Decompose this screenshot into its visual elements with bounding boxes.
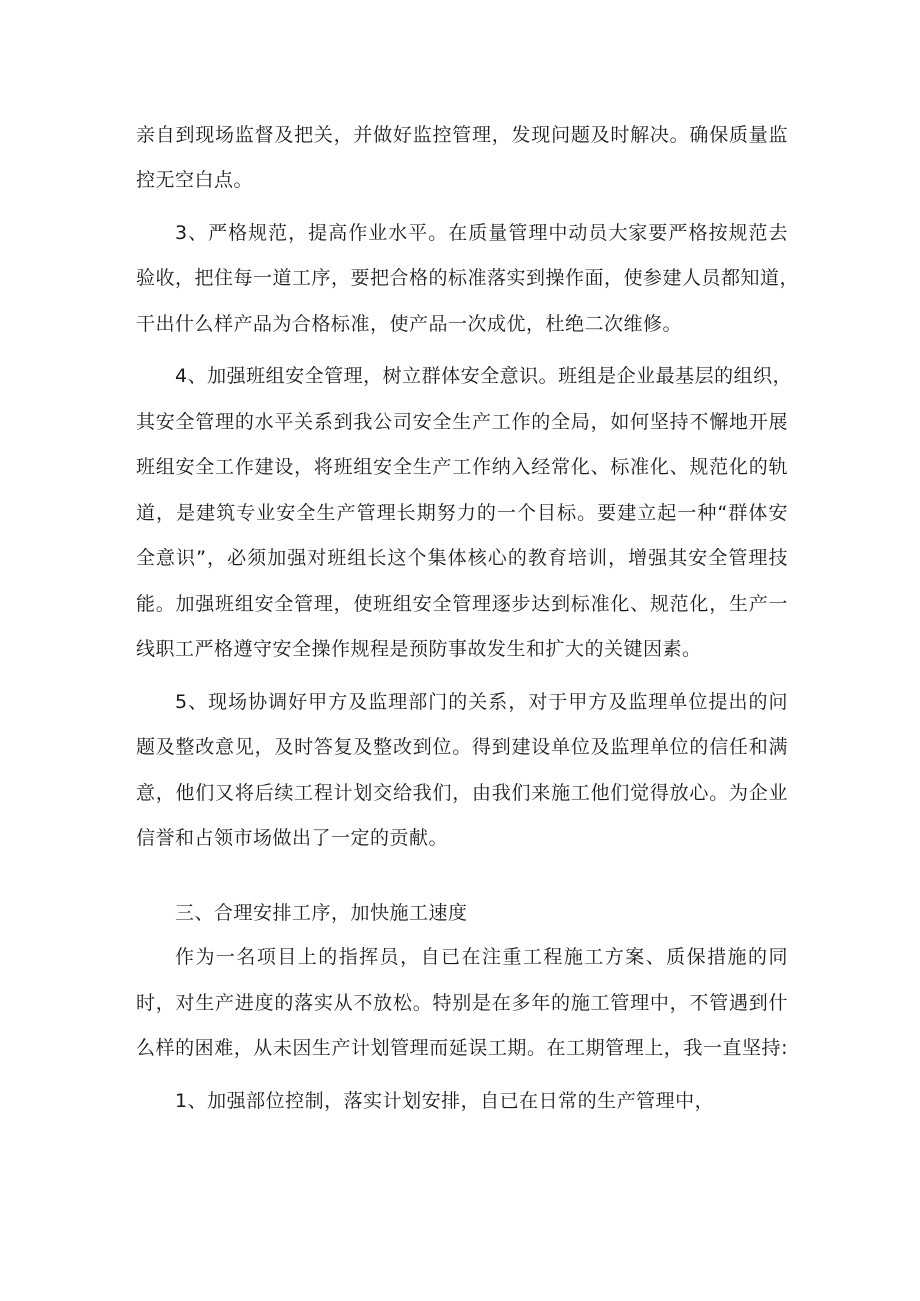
text-line: 控无空白点。 <box>136 169 254 191</box>
text-line: 线职工严格遵守安全操作规程是预防事故发生和扩大的关键因素。 <box>136 638 702 660</box>
text-line: 3、严格规范，提高作业水平。在质量管理中动员大家要严格按规范去 <box>175 222 788 244</box>
text-line: 4、加强班组安全管理，树立群体安全意识。班组是企业最基层的组织， <box>175 365 793 387</box>
text-line: 作为一名项目上的指挥员，自已在注重工程施工方案、质保措施的同 <box>175 946 788 968</box>
text-line: 能。加强班组安全管理，使班组安全管理逐步达到标准化、规范化，生产一 <box>136 593 788 615</box>
text-line: 信誉和占领市场做出了一定的贡献。 <box>136 827 449 849</box>
section-heading: 三、合理安排工序，加快施工速度 <box>175 902 468 924</box>
text-line: 题及整改意见，及时答复及整改到位。得到建设单位及监理单位的信任和满 <box>136 736 788 758</box>
text-line: 验收，把住每一道工序，要把合格的标准落实到操作面，使参建人员都知道， <box>136 267 800 289</box>
text-line: 干出什么样产品为合格标准，使产品一次成优，杜绝二次维修。 <box>136 313 683 335</box>
text-line: 意，他们又将后续工程计划交给我们，由我们来施工他们觉得放心。为企业 <box>136 782 788 804</box>
text-line: 么样的困难，从未因生产计划管理而延误工期。在工期管理上，我一直坚持: <box>136 1037 788 1059</box>
text-line: 其安全管理的水平关系到我公司安全生产工作的全局，如何坚持不懈地开展 <box>136 411 788 433</box>
text-line: 5、现场协调好甲方及监理部门的关系，对于甲方及监理单位提出的问 <box>175 691 788 713</box>
text-line: 时，对生产进度的落实从不放松。特别是在多年的施工管理中，不管遇到什 <box>136 992 788 1014</box>
text-line: 亲自到现场监督及把关，并做好监控管理，发现问题及时解决。确保质量监 <box>136 124 788 146</box>
text-line: 班组安全工作建设，将班组安全生产工作纳入经常化、标准化、规范化的轨 <box>136 456 788 478</box>
text-line: 1、加强部位控制，落实计划安排，自已在日常的生产管理中， <box>175 1090 715 1112</box>
text-line: 全意识”，必须加强对班组长这个集体核心的教育培训，增强其安全管理技 <box>136 547 788 569</box>
text-line: 道，是建筑专业安全生产管理长期努力的一个目标。要建立起一种“群体安 <box>136 502 788 524</box>
